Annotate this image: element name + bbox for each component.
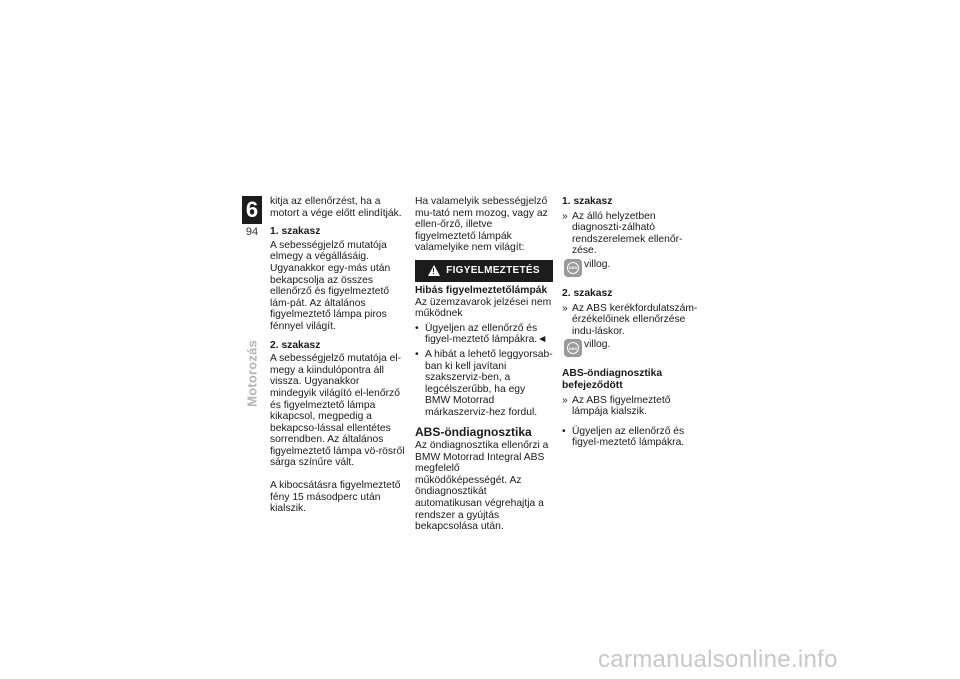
- abs-heading: ABS-öndiagnosztika: [415, 424, 532, 439]
- list-item: [415, 349, 553, 419]
- col3-done-heading: ABS-öndiagnosztika befejeződött: [562, 368, 663, 391]
- abs-warning-lamp-icon: [564, 259, 582, 277]
- bullet-marker: •: [562, 425, 566, 437]
- warning-label: FIGYELMEZTETÉS: [446, 265, 540, 277]
- list-item: [562, 303, 700, 338]
- col3-step2-heading: 2. szakasz: [562, 287, 613, 299]
- warning-triangle-icon: [428, 265, 440, 276]
- col1-closing: A kibocsátásra figyelmeztető fény 15 másodperc után kialszik.: [270, 480, 401, 515]
- abs-icon-text: ABS: [567, 262, 579, 274]
- column-3: [562, 196, 700, 449]
- bullet-text: Ügyeljen az ellenőrző és figyel-meztető lámpákra.◄: [425, 322, 548, 346]
- item-text: Az ABS figyelmeztető lámpája kialszik.: [572, 394, 671, 418]
- blink-text: villog.: [584, 339, 611, 351]
- list-item: [562, 395, 700, 418]
- warning-text: Az üzemzavarok jelzései nem működnek: [415, 296, 552, 320]
- bullet-text: A hibát a lehető leggyorsab-ban ki kell javítani szakszerviz-ben, a legcélszerűbb, ha egy BMW Motorrad márkaszerviz-hez fordul.: [425, 348, 553, 418]
- abs-lamp-row: [562, 339, 700, 357]
- col3-step1-heading: 1. szakasz: [562, 196, 613, 207]
- col1-step2-text: A sebességjelző mutatója el-megy a kiindulópontra áll vissza. Ugyanakkor mindegyik világító el-lenőrző és figyelmeztető lámpa kikapcsol, megpedig a bekapcso-lással ellentétes sorrendben. Az általános figyelmeztető lámpa vö-rösről sárga színűre vált.: [270, 353, 405, 469]
- abs-warning-lamp-icon: [564, 339, 582, 357]
- abs-icon-text: ABS: [567, 342, 579, 354]
- item-text: Az álló helyzetben diagnoszti-zálható rendszerelemek ellenőr-zése.: [572, 210, 683, 257]
- warning-title: Hibás figyelmeztetőlámpák: [415, 284, 548, 296]
- side-title: [242, 340, 262, 450]
- list-item: [415, 323, 553, 346]
- warning-banner: [415, 260, 553, 282]
- bullet-marker: •: [415, 348, 419, 360]
- col1-step1-text: A sebességjelző mutatója elmegy a végállásáig. Ugyanakkor egy-más után bekapcsolja az összes ellenőrző és figyelmeztető lám-pát. Az általános figyelmeztető lámpa piros fénnyel világít.: [270, 239, 391, 332]
- col1-intro: kitja az ellenőrzést, ha a motort a vége előtt elindítják.: [270, 196, 402, 219]
- column-1: [270, 196, 408, 515]
- page-number: 94: [245, 226, 259, 238]
- abs-lamp-row: [562, 259, 700, 277]
- bullet-text: Ügyeljen az ellenőrző és figyel-meztető lámpákra.: [572, 425, 685, 449]
- watermark: carmanualsonline.info: [598, 646, 838, 673]
- column-2: [415, 196, 553, 533]
- col2-intro: Ha valamelyik sebességjelző mu-tató nem mozog, vagy az ellen-őrző, illetve figyelmeztető lámpák valamelyike nem világít:: [415, 196, 548, 254]
- item-text: Az ABS kerékfordulatszám-érzékelőinek ellenőrzése indu-láskor.: [572, 302, 698, 337]
- arrow-marker: »: [562, 210, 568, 222]
- list-item: [562, 426, 700, 449]
- arrow-marker: »: [562, 302, 568, 314]
- chapter-number: 6: [245, 197, 259, 222]
- chapter-tab: [242, 196, 262, 224]
- col1-step1-heading: 1. szakasz: [270, 226, 321, 238]
- arrow-marker: »: [562, 394, 568, 406]
- col1-step2-heading: 2. szakasz: [270, 339, 321, 351]
- side-title-text: Motorozás: [244, 340, 260, 407]
- bullet-marker: •: [415, 322, 419, 334]
- abs-text: Az öndiagnosztika ellenőrzi a BMW Motorrad Integral ABS megfelelő működőképességét. Az öndiagnosztikát automatikusan végrehajtja a rendszer a gyújtás bekapcsolása után.: [415, 440, 549, 533]
- blink-text: villog.: [584, 258, 611, 270]
- list-item: [562, 211, 700, 257]
